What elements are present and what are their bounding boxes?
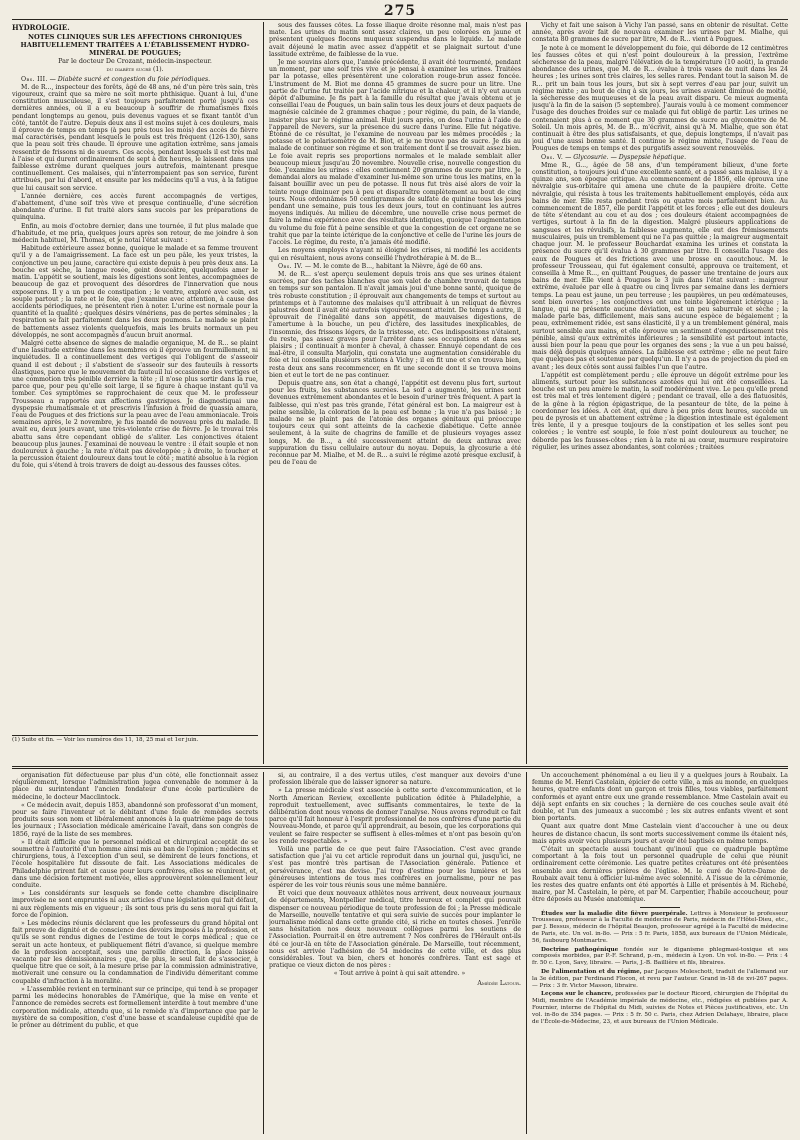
biblio-title: Leçons sur le chancre, (541, 991, 614, 998)
section-rule (12, 766, 788, 767)
page-number: 275 (383, 3, 417, 19)
paragraph: Vichy et fait une saison à Vichy l'an passé, sans en obtenir de résultat. Cette année, après avoir fait de nouveau examiner les urines par M. Mialhe, qui constata 80 grammes de sucre par litre, M. de R... vient à Pougues. (532, 22, 788, 44)
paragraph: » L'assemblée revient en terminant sur ce principe, qui tend à se propager parmi les médecins honorables de l'Amérique, que la mise en vente et l'annonce de remèdes secrets est formellement interdite à tout membre d'une corporation médicale, attendu que, si le remède n'a d'importance que par le mystère de sa composition, c'est d'une basse et scandaleuse cupidité que de le prôner au détriment du public, et que (12, 985, 258, 1029)
biblio-title: De l'alimentation et du régime, (541, 969, 642, 976)
biblio-title: Études sur la maladie dite fièvre puerpérale. (541, 910, 688, 917)
biblio-entry (532, 969, 788, 989)
paragraph: Les moyens employés n'ayant ni éloigné les crises, ni modifié les accidents qui en résultaient, nous avons conseillé l'hydrothérapie à M. de B... (269, 247, 521, 262)
paragraph: L'appétit est complètement perdu ; elle éprouve un dégoût extrême pour les aliments, surtout pour les substances azotées qui lui ont été conseillées. La bouche est un peu amère le matin, la soif modérément vive. Le peu qu'elle prend est très mal et très lentement digéré ; pendant ce travail, elle a des flatuosités, de la gêne à la région épigastrique, de la pesanteur de tête, de la peine à coordonner les idées. A cet état, qui dure à peu près deux heures, succède un peu de pyrosis et un abattement extrême ; la digestion intestinale est également très lente, il y a presque toujours de la constipation et les selles sont peu colorées ; le ventre est souple, le foie n'est point douloureux au toucher, ne déborde pas les fausses-côtes ; rien à la rate ni au cœur, murmure respiratoire régulier, les urines assez abondantes, sont colorées ; traitées (532, 371, 788, 451)
biblio-text: fondée sur le diganisme phlegmasi-toxique et ses composés morbides, par P.-F. Schrand, p.-m., médecin à Lyon. Un vol. in-8o. — Prix : 4 fr. 50 c. Lyon, Savy, libraire. — Paris, J.-B. Baillière et fils, libraires. (532, 946, 788, 967)
paragraph: « Ce médecin avait, depuis 1853, abandonné son professorat d'un moment, pour se faire l'inventeur et le débitant d'une foule de remèdes secrets produits sous son nom et libéralement annoncés à la quatrième page de tous les journaux ; l'Association médicale américaine l'avait, dans son congrès de 1856, rayé de la liste de ses membres. (12, 801, 258, 838)
paragraph: Habitude extérieure assez bonne, quoique le malade et sa femme trouvent qu'il y a de l'amaigrissement. La face est un peu pâle, les yeux tristes, la conjonctive un peu jaune, caractère qui existe depuis à peu près deux ans. La bouche est sèche, la langue rosée, geint douceâtre, quelquefois amer le matin. L'appétit se soutient, mais les digestions sont lentes, accompagnées de beaucoup de gaz et provoquent des désordres de l'innervation que nous exposerons. Il y a un peu de constipation ; le ventre, exploré avec soin, est souple partout ; la rate et le foie, que j'examine avec attention, à cause des accidents périodiques, ne présentent rien à noter. L'urine est normale pour la quantité et la qualité ; quelques désirs vénériens, pas de pertes séminales ; la respiration se fait parfaitement dans les deux poumons. Le malade se plaint de battements assez violents quelquefois, mais les bruits normaux un peu développés, ne sont accompagnés d'aucun bruit anormal. (12, 245, 258, 339)
footnote-block (12, 732, 258, 752)
paragraph: L'année dernière, ces accès furent accompagnés de vertiges, d'abattement, d'une soif très vive et presque continuelle, d'une sécrétion abondante d'urine. Il fut traité alors sans succès par les préparations de quinquina. (12, 192, 258, 222)
article-title: NOTES CLINIQUES SUR LES AFFECTIONS CHRONIQUES HABITUELLEMENT TRAITÉES A L'ÉTABLISSEMENT HYDRO-MINÉRAL DE POUGUES; (20, 33, 250, 58)
biblio-text: professées par le docteur Ricord, chirurgien de l'hôpital du Midi, membre de l'Académie impériale de médecine, etc., rédigées et publiées par A. Fournier, interne de l'hôpital du Midi, suivies de Notes et Pièces justificatives, etc. Un vol. in-8o de 354 pages. — Prix : 5 fr. 50 c. Paris, chez Adrien Delahaye, libraire, place de l'École-de-Médecine, 23, et aux bureaux de l'Union Médicale. (532, 991, 788, 1025)
paragraph: M. de R..., inspecteur des forêts, âgé de 48 ans, né d'un père très sain, très vigoureux, craint que sa mère ne soit morte phthisique. Quant à lui, d'une constitution musculeuse, il s'est toujours parfaitement porté jusqu'à ces dernières années, où il a eu beaucoup à souffrir de rhumatismes fixés pendant longtemps au genou, puis devenus vagues et se fixant tantôt d'un côté, tantôt de l'autre. Depuis deux ans il est moins sujet à ces douleurs, mais il éprouve de temps en temps (à peu près tous les mois) des accès de fièvre mal caractérisés, pendant lesquels le pouls est très fréquent (126-130), sans que la peau soit très chaude. Il éprouve une agitation extrême, sans jamais ressentir de frissons ni de sueurs. Ces accès, pendant lesquels il est très mal à l'aise et qui durent ordinairement de sept à dix heures, le laissent dans une faiblesse extrême durant quelques jours autrefois, maintenant presque continuellement. Ces malaises, qui n'interrompaient pas son service, furent attribués, par lui d'abord, et ensuite par les médecins qu'il a vus, à la fatigue que lui causait son service. (12, 83, 258, 192)
paragraph: si, au contraire, il a des vertus utiles, c'est manquer aux devoirs d'une profession libérale que de laisser ignorer sa nature. (269, 772, 521, 787)
biblio-title: Doctrine pathogénique (541, 946, 619, 953)
paragraph: Quant aux quatre dont Mme Castelain vient d'accoucher à une ou deux heures de distance chacun, ils sont morts successivement comme ils étaient nés, mais après avoir vécu plusieurs jours et avoir été baptisés en même temps. (532, 823, 788, 845)
observation-label: Obs. V. (541, 153, 564, 161)
header-rule (12, 19, 788, 20)
bottom-column-3 (532, 772, 788, 1134)
observation-heading (12, 76, 258, 83)
footnote: (1) Suite et fin. — Voir les numéros des 11, 18, 25 mai et 1er juin. (12, 735, 258, 744)
signature: Amédée Latour. (477, 979, 521, 987)
biblio-entry (532, 991, 788, 1025)
observation-label: Obs. III. (21, 75, 48, 83)
paragraph: » Les médecins réunis déclarent que les professeurs du grand hôpital ont fait preuve de dignité et de conscience des devoirs imposés à la profession, et qu'ils se sont rendus dignes de l'estime de tout le corps médical ; que ce serait un acte honteux, et publiquement flétri d'avance, si quelque membre de la profession acceptait, sous une pareille direction, la place laissée vacante par les démissionnaires ; que, de plus, le seul fait de s'associer, à quelque titre que ce soit, à la mesure prise par la commission administrative, motiverait une censure ou la condamnation de l'individu démeritant comme coupable d'infraction à la moralité. (12, 920, 258, 985)
biblio-entry (532, 947, 788, 967)
paragraph: » La presse médicale s'est associée à cette sorte d'excommunication, et le North American Review, excellente publication éditée à Philadelphie, a reproduit textuellement, avec suffisants commentaires, le texte de la délibération dont nous venons de donner l'analyse. Nous avons reproduit ce fait parce qu'il fait honneur à l'esprit professionnel de nos confrères d'une partie du Nouveau-Monde, et parce qu'il apprendrait, au besoin, que les corporations qui veulent se faire respecter se suffisent à elles-mêmes et n'ont pas besoin qu'on les rende respectables. » (269, 787, 521, 845)
observation-title: — M. le comte de B..., habitant la Nièvre, âgé de 60 ans. (304, 262, 483, 270)
paragraph: Malgré cette absence de signes de maladie organique, M. de R... se plaint d'une lassitude extrême dans les membres où il éprouve un fourmillement, ni inquiétudes. Il a continuellement des vertiges qui l'obligent de s'asseoir quand il est debout ; il s'abstient de s'asseoir sur des fauteuils à ressorts élastiques, parce que le mouvement du fauteuil lui occasionne des vertiges et une commotion très pénible derrière la tête ; il n'ose plus sortir dans la rue, parce que, pour peu qu'elle soit large, il se figure à chaque instant qu'il va tomber. Ces symptômes se rapprochaient de ceux que M. le professeur Trousseau a rapportés aux affections gastriques. Je diagnostiquai une dyspepsie rhumatismale et et prescrivis l'infusion à froid de quassia amara, l'eau de Pougues et des frictions sur la peau avec de l'eau ammoniacale. Trois semaines après, le 2 novembre, je fus mandé de nouveau près du malade. Il avait eu, deux jours avant, une très-violente crise de fièvre. Je le trouvai très abattu sans être cependant obligé de s'aliter. Les conjonctives étaient beaucoup plus jaunes. J'examinai de nouveau le ventre : il était souple et non douloureux à gauche ; la rate n'était pas développée ; à droite, le toucher et la percussion étaient douloureux dans tout le côté ; matité absolue à la région du foie, qui s'étend à trois travers de doigt au-dessous des fausses côtes. (12, 339, 258, 470)
biblio-text: par Jacques Moleschott, traduit de l'allemand sur la 3e édition, par Ferdinand Flocon, et revu par l'auteur. Grand in-18 de xvi-267 pages. — Prix : 3 fr. Victor Masson, libraire. (532, 969, 788, 989)
quote: « Tout arrive à point à qui sait attendre. » (333, 970, 466, 978)
observation-heading (269, 263, 521, 270)
paragraph: Depuis quatre ans, son état a changé, l'appétit est devenu plus fort, surtout pour les fruits, les substances sucrées. La soif a augmenté, les urines sont devenues extrêmement abondantes et le besoin d'uriner très fréquent. A part la faiblesse, qui n'est pas très grande, l'état général est bon. La maigreur est à peine sensible, la coloration de la peau est bonne ; la vue n'a pas baissé ; le malade ne se plaint pas de l'atonie des organes génitaux qui préoccupe toujours ceux qui sont atteints de la cachexie diabétique. Cette année seulement, à la suite de chagrins de famille et de plusieurs voyages assez longs, M. de B..., a été successivement atteint de deux anthrax avec suppuration du tissu cellulaire autour du noyau. Depuis, la glycosurie a été reconnue par M. Mialhe, et M. de R... a suivi le régime azoté presque exclusif, à peu de l'eau de (269, 379, 521, 467)
bottom-column-2 (269, 772, 521, 1134)
observation-heading (532, 154, 788, 161)
top-column-2 (269, 22, 521, 764)
paragraph: sous des fausses côtes. La fosse iliaque droite résonne mal, mais n'est pas mate. Les urines du matin sont assez claires, un peu colorées en jaune et présentent quelques flocons muqueux suspendus dans le liquide. Le malade avait déjeuné le matin avec assez d'appétit et se plaignait surtout d'une lassitude extrême, de faiblesse de la vue. (269, 22, 521, 58)
column-divider (526, 22, 527, 764)
paragraph: » Il était difficile que le personnel médical et chirurgical acceptât de se soumettre à l'autorité d'un homme ainsi mis au ban de l'opinion ; médecins et chirurgiens, tous, à l'exception d'un seul, se démirent de leurs fonctions, et l'école hospitalière fut dissoute de fait. Les Associations médicales de Philadelphie prirent fait et cause pour leurs confrères, elles se réunirent, et, dans une décision fortement motivée, elles approuvèrent solennellement leur conduite. (12, 838, 258, 890)
observation-title: — Diabète sucré et congestion du foie périodiques. (49, 75, 211, 83)
bottom-column-1 (12, 772, 258, 1134)
section-heading: HYDROLOGIE. (12, 23, 70, 32)
paragraph: » Les considérants sur lesquels se fonde cette chambre disciplinaire improvisée ne sont empruntés ni aux articles d'une législation qui fait défaut, ni aux règlements mis en vigueur ; ils sont tous pris du sens moral qui fait la force de l'opinion. (12, 890, 258, 919)
paragraph: M. de R... s'est aperçu seulement depuis trois ans que ses urines étaient sucrées, par des taches blanches que son valet de chambre trouvait de temps en temps sur son pantalon. Il n'avait jamais joui d'une bonne santé, quoique de très robuste constitution ; il éprouvait aux changements de temps et surtout au printemps et à l'automne des malaises qu'il attribuait à un reliquat de fièvres palustres dont il avait été autrefois vigoureusement atteint. De temps à autre, il éprouvait de l'inégalité dans son appétit, de mauvaises digestions, de l'amertume à la bouche, un peu d'ictère, des lassitudes inexplicables, de l'insomnie, des frissons légers, de la tristesse, etc. Ces indispositions n'étaient, du reste, pas assez graves pour l'arrêter dans ses occupations et dans ses plaisirs ; il continuait à monter à cheval, à chasser. Ennuyé cependant de ces mal-être, il consulta Marjolin, qui constata une augmentation considérable du foie et lui conseilla plusieurs stations à Vichy ; il en fit une et s'en trouva bien, resta deux ans sans recommencer, en fit une seconde dont il se trouva moins bien et eut le tort de ne pas continuer. (269, 270, 521, 379)
bibliography (532, 911, 788, 1026)
observation-title: — Glycosurie. — Dyspepsie hépatique. (565, 153, 687, 161)
column-divider (263, 22, 264, 764)
observation-label: Obs. IV. (278, 262, 303, 270)
biblio-text: Lettres à Monsieur le professeur Trousseau, professeur à la Faculté de médecine de Paris, médecin de l'Hôtel-Dieu, etc., par J. Bessus, médecin de l'hôpital Beaujon, professeur agrégé à la Faculté de médecine de Paris, etc. Un vol. in-8o. — Prix : 5 fr. Paris, 1858, aux bureaux de l'Union Médicale, 56, faubourg Montmartre. (532, 910, 788, 944)
paragraph: Et voici que deux nouveaux athlètes nous arrivent, deux nouveaux journaux de départements, Montpellier médical, titre heureux et complet qui pouvait dispenser ce nouveau périodique de toute profession de foi ; la Presse médicale de Marseille, nouvelle tentative et qui sera suivie de succès pour implanter le journalisme médical dans cette grande cité, si riche en toutes choses. J'enrôle sans hésitation nos deux nouveaux collègues parmi les soutiens de l'Association. Pourrait-il en être autrement ? Nos confrères de l'Hérault ont-ils été ce jour-là en tête de l'Association générale. De Marseille, tout récemment, nous est arrivée l'adhésion de 54 médecins de cette ville, et des plus considérables. Tout va bien, chers et honorés confrères. Tant est sage et pratique ce vieux dicton de nos pères : (269, 890, 521, 970)
paragraph: Voilà une partie de ce que peut faire l'Association. C'est avec grande satisfaction que j'ai vu cet article reproduit dans un journal qui, jusqu'ici, ne s'est pas montré très partisan de l'Association générale. Patience et persévérance, c'est ma devise. J'ai trop d'estime pour les lumières et les généreuses intentions de tous mes confrères en journalisme, pour ne pas espérer de les voir tous réunis sous une même bannière. (269, 846, 521, 890)
paragraph: Je note à ce moment le développement du foie, qui déborde de 12 centimètres les fausses côtes et qui n'est point douloureux à la pression, l'extrême sécheresse de la peau, malgré l'élévation de la température (10 août), la grande abondance des urines, que M. de R... évalue à trois vases de nuit dans les 24 heures ; les urines sont très claires, les selles rares. Pendant tout la saison M. de R... prit un bain tous les jours, but six à sept verres d'eau par jour, suivit un régime mixte ; au bout de cinq à six jours, les urines avaient diminué de moitié, la sécheresse des muqueuses et de la peau avait disparu. Ce mieux augmenta jusqu'à la fin de la saison (5 septembre). J'aurais voulu à ce moment commencer l'usage des douches froides sur ce malade qui fut obligé de partir. Les urines ne contenaient plus à ce moment que 30 grammes de sucre au glycomètre de M. Soleil. Un mois après, M. de B... m'écrivit, ainsi qu'à M. Mialhe, que son état continuait à être des plus satisfaisants, et que, depuis longtemps, il n'avait pas joui d'une aussi bonne santé. Il continue le régime mixte, l'usage de l'eau de Pougues de temps en temps et des purgatifs assez souvent renouvelés. (532, 44, 788, 153)
biblio-entry (532, 911, 788, 945)
section-rule (12, 768, 788, 769)
paragraph: Enfin, au mois d'octobre dernier, dans une tournée, il fut plus malade que d'habitude, et me pria, quelques jours après son retour, de me joindre à son médecin habituel, M. Thomas, et je notai l'état suivant : (12, 222, 258, 245)
article-subtitle: du diabète sucré (1). (106, 66, 164, 74)
column-divider (263, 772, 264, 1134)
paragraph: C'était un spectacle aussi touchant qu'inouï que ce quadruple baptême comportant à la fois tout un personnel quadruple de celui que réunit ordinairement cette cérémonie. Les quatre petites créatures ont été présentées ensemble aux dernières prières de l'église. M. le curé de Notre-Dame de Roubaix avait tenu à officier lui-même avec solennité. A l'issue de la cérémonie, les restes des quatre enfants ont été apportés à Lille et présentés à M. Richebé, maire, par M. Castelain, le père, et par M. Carpentier, l'habile accoucheur, pour être déposés au Musée anatomique. (532, 846, 788, 904)
paragraph: Un accouchement phénoménal a eu lieu il y a quelques jours à Roubaix. La femme de M. Henri Castelain, épicier de cette ville, a mis au monde, en quelques heures, quatre enfants dont un garçon et trois filles, tous viables, parfaitement conformés et ayant entre eux une grande ressemblance. Mme Castelain avait eu déjà sept enfants en six couches ; la dernière de ces couches seule avait été double, et l'un des jumeaux a succombé ; les six autres enfants vivent et sont bien portants. (532, 772, 788, 823)
divider (640, 907, 680, 908)
article-byline: Par le docteur De Crozant, médecin-inspecteur. (58, 57, 212, 66)
top-column-1 (12, 22, 258, 764)
paragraph: Mme R., G..., âgée de 58 ans, d'un tempérament bilieux, d'une forte constitution, a toujours joui d'une excellente santé, et a passé sans malaise, il y a quinze ans, son époque critique. Au commencement de 1856, elle éprouva une névralgie sus-orbitaire qui amena une chute de la paupière droite. Cette névralgie, qui résista à tous les traitements habituellement employés, céda aux bains de mer. Elle resta pendant trois ou quatre mois parfaitement bien. Au commencement de 1857, elle perdit l'appétit et les forces ; elle eut des douleurs de tête s'étendant au cou et au dos ; ces douleurs étaient accompagnées de vertiges, surtout à la fin de la digestion. Malgré plusieurs applications de sangsues et les révulsifs, la faiblesse augmenta, elle eut des frémissements musculaires, puis un tremblement qui ne l'a pas quittée ; la maigreur augmentait chaque jour. M. le professeur Bouchardat examina les urines et constata la présence du sucre qu'il évalua à 30 grammes par litre. Il conseilla l'usage des eaux de Pougues et des frictions avec une brosse en caoutchouc. M. le professeur Trousseau, qui fut également consulté, approuva ce traitement, et conseilla à Mme R..., en quittant Pougues, de passer une trentaine de jours aux bains de mer. Elle vient à Pougues le 3 juin dans l'état suivant : maigreur extrême, évaluée par elle à quatre ou cinq livres par semaine dans les derniers temps. La peau est jaune, un peu terreuse ; les paupières, un peu œdémateuses, sont bien ouvertes ; les conjonctives ont une teinte légèrement ictérique ; la langue, qui ne présente aucune déviation, est un peu saburrale et sèche ; la malade parle bas, difficilement, mais sans aucune espèce de bégaiement ; la peau, extrêmement ridée, est sans élasticité, il y a un tremblement général, mais surtout sensible aux mains, et elle éprouve un sentiment d'engourdissement très pénible, ainsi qu'aux extrémités inférieures ; la sensibilité est partout intacte, aussi bien pour la peau que pour les organes des sens ; la vue a un peu baissé, mais déjà depuis quelques années. La faiblesse est extrême ; elle ne peut faire que quelques pas et soutenue par quelqu'un. Il n'y a pas de projection du pied en avant ; les deux côtés sont aussi faibles l'un que l'autre. (532, 161, 788, 371)
top-column-3 (532, 22, 788, 764)
paragraph: Je me souvins alors que, l'année précédente, il avait été tourmenté, pendant un moment, par une soif très vive et je pensai à examiner les urines. Traitées par la potasse, elles présentèrent une coloration rouge-brun assez foncée. L'instrument de M. Biot me donna 45 grammes de sucre pour un litre. Une partie de l'urine fut traitée par l'acide nitrique et la chaleur, et il n'y eut aucun dépôt d'albumine. Je fis part à la famille du résultat que j'avais obtenu et je conseillai l'eau de Pougues, un bain salin tous les deux jours et deux paquets de magnésie calcinée de 2 grammes chaque ; pour régime, du pain, de la viande, insister plus sur le régime animal. Huit jours après, on dosa l'urine à l'aide de l'appareil de Nevers, sur la présence du sucre dans l'urine. Elle fut négative. Étonné de ce résultat, je l'examine de nouveau par les mêmes procédés ; la potasse et le polarisomètre de M. Biot, et je ne trouve pas de sucre. Je dis au malade de continuer son régime et son traitement dont il se trouvait assez bien. Le foie avait repris ses proportions normales et le malade semblait aller beaucoup mieux jusqu'au 20 novembre. Nouvelle crise, nouvelle congestion du foie. J'examine les urines : elles contiennent 20 grammes de sucre par litre. Je demandai alors au malade d'examiner lui-même son urine tous les matins, en la faisant bouillir avec un peu de potasse. Il nous fut très aisé alors de voir la teinte rouge diminuer peu à peu et disparaître complètement au bout de cinq jours. Nous ordonnâmes 50 centigrammes de sulfate de quinine tous les jours pendant une semaine, puis tous les deux jours, tout en continuant les autres moyens indiqués. Au milieu de décembre, une nouvelle crise nous permet de faire la même expérience avec des résultats identiques, quoique l'augmentation du volume du foie fût à peine sensible et que la congestion de cet organe ne se trahit que par la teinte ictérique de la conjonctive et celle de l'urine les jours de l'accès. Le régime, du reste, n'a jamais été modifié. (269, 59, 521, 247)
paragraph: organisation fût défectueuse par plus d'un côté, elle fonctionnait assez régulièrement, lorsque l'administration jugea convenable de nommer à la place du surintendant l'ancien fondateur d'une école particulière de médecine, le docteur Macclintock. (12, 772, 258, 801)
column-divider (526, 772, 527, 1134)
